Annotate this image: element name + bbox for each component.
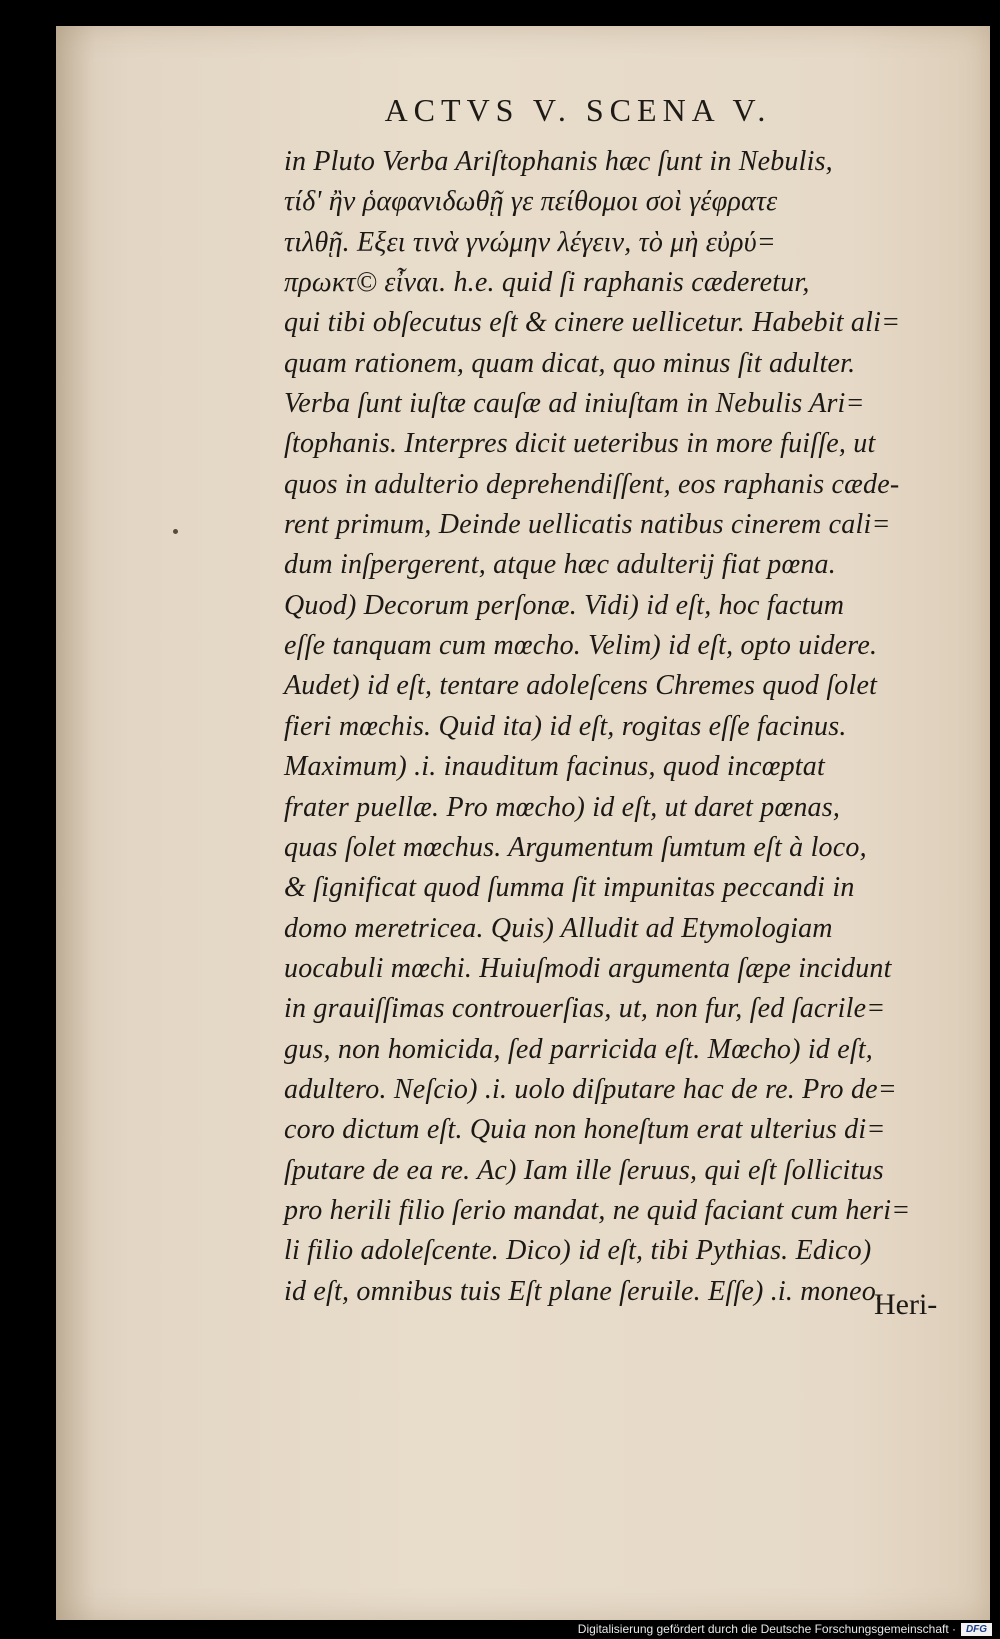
text-line: coro dictum eſt. Quia non honeſtum erat ulterius di= — [284, 1114, 886, 1146]
text-line: li filio adoleſcente. Dico) id eſt, tibi Pythias. Edico) — [284, 1235, 872, 1267]
catchword: Heri- — [874, 1288, 938, 1321]
text-line: pro herili filio ſerio mandat, ne quid faciant cum heri= — [284, 1194, 911, 1226]
text-line: eſſe tanquam cum mœcho. Velim) id eſt, opto uidere. — [284, 630, 878, 662]
text-line: rent primum, Deinde uellicatis natibus cinerem cali= — [284, 509, 891, 541]
text-line: frater puellæ. Pro mœcho) id eſt, ut daret pœnas, — [284, 791, 841, 823]
book-page — [56, 26, 990, 1620]
dfg-logo-icon: DFG — [961, 1623, 992, 1636]
ink-speck — [173, 529, 178, 534]
text-line: τίδ' ἢν ῥαφανιδωθῇ γε πείθομοι σοὶ γέφρατε — [284, 186, 778, 218]
text-line: & ſignificat quod ſumma ſit impunitas peccandi in — [284, 872, 855, 904]
text-line: quos in adulterio deprehendiſſent, eos raphanis cæde- — [284, 468, 900, 500]
text-line: dum inſpergerent, atque hæc adulterij fiat pœna. — [284, 549, 836, 581]
text-line: gus, non homicida, ſed parricida eſt. Mœcho) id eſt, — [284, 1033, 873, 1065]
text-line: Verba ſunt iuſtæ cauſæ ad iniuſtam in Nebulis Ari= — [284, 388, 865, 420]
text-line: πρωκτ© εἶναι. h.e. quid ſi raphanis cæderetur, — [284, 267, 810, 299]
funding-credit: Digitalisierung gefördert durch die Deutsche Forschungsgemeinschaft · — [577, 1622, 956, 1636]
text-line: τιλθῇ. Εξει τινὰ γνώμην λέγειν, τὸ μὴ εὐρύ= — [284, 226, 776, 258]
text-line: Quod) Decorum perſonæ. Vidi) id eſt, hoc factum — [284, 589, 845, 621]
body-text — [284, 142, 974, 1312]
text-line: in Pluto Verba Ariſtophanis hæc ſunt in Nebulis, — [284, 146, 833, 177]
text-line: quas ſolet mœchus. Argumentum ſumtum eſt à loco, — [284, 831, 867, 863]
text-line: quam rationem, quam dicat, quo minus ſit adulter. — [284, 347, 856, 379]
text-line: ſputare de ea re. Ac) Iam ille ſeruus, qui eſt ſollicitus — [284, 1154, 884, 1186]
text-line: ſtophanis. Interpres dicit ueteribus in more fuiſſe, ut — [284, 428, 876, 460]
text-line: qui tibi obſecutus eſt & cinere uellicetur. Habebit ali= — [284, 307, 901, 339]
text-line: fieri mœchis. Quid ita) id eſt, rogitas eſſe facinus. — [284, 710, 847, 742]
text-line: Audet) id eſt, tentare adoleſcens Chremes quod ſolet — [284, 670, 878, 702]
text-line: Maximum) .i. inauditum facinus, quod incœptat — [284, 751, 825, 783]
text-line: domo meretricea. Quis) Alludit ad Etymologiam — [284, 912, 833, 944]
text-line: in grauiſſimas controuerſias, ut, non fur, ſed ſacrile= — [284, 993, 886, 1025]
text-line: uocabuli mœchi. Huiuſmodi argumenta ſæpe incidunt — [284, 952, 892, 984]
footer-bar — [0, 1620, 1000, 1639]
text-line: adultero. Neſcio) .i. uolo diſputare hac de re. Pro de= — [284, 1073, 897, 1105]
running-head: ACTVS V. SCENA V. — [384, 92, 772, 128]
text-line: id eſt, omnibus tuis Eſt plane ſeruile. Eſſe) .i. moneo. — [284, 1275, 884, 1307]
